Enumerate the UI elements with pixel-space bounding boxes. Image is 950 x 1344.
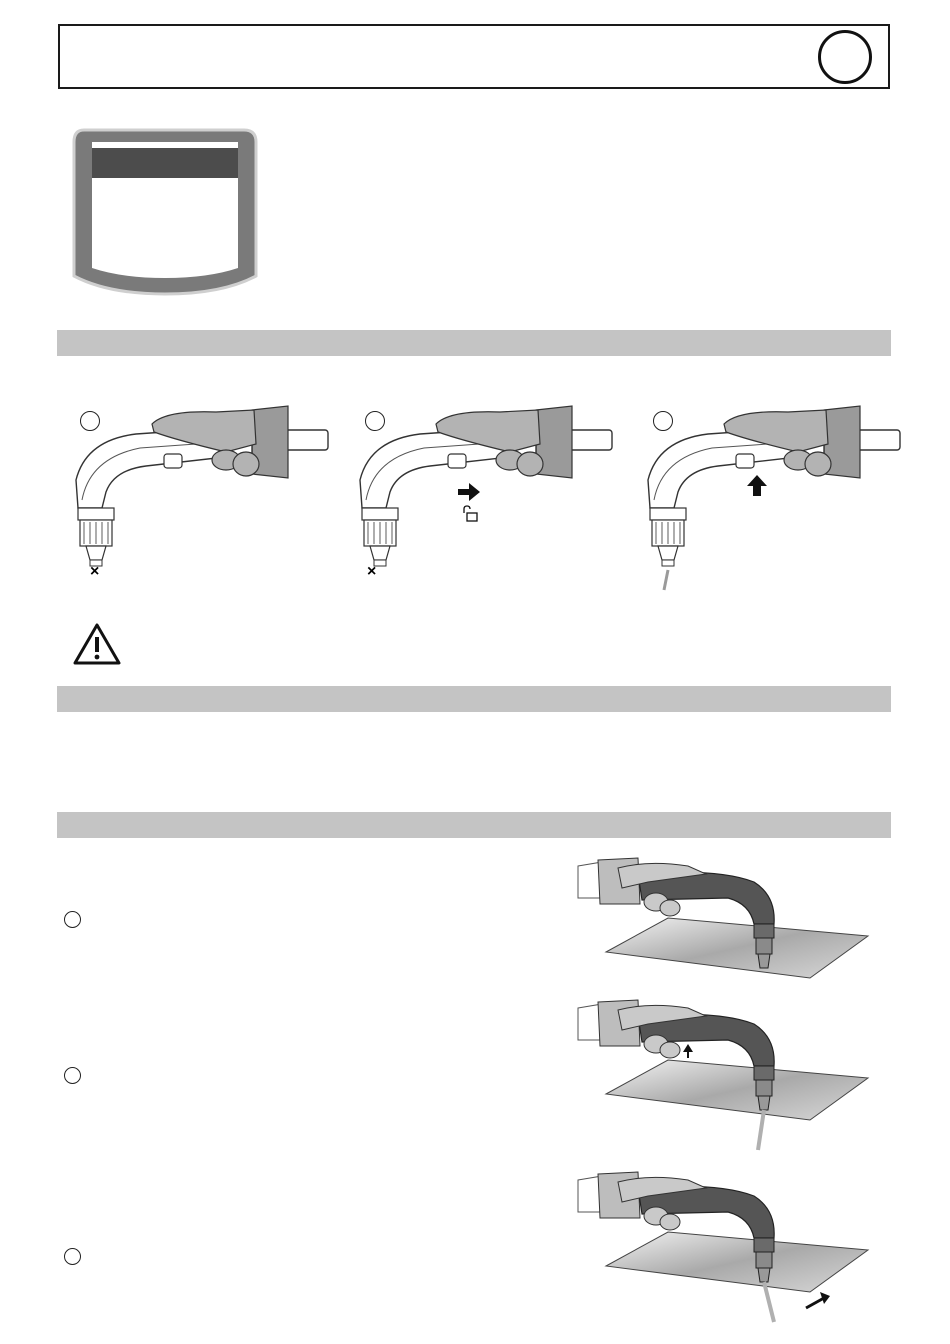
section-header-2 — [57, 686, 891, 712]
language-badge — [818, 30, 872, 84]
arrow-right-icon — [456, 481, 482, 503]
section-header-3 — [57, 812, 891, 838]
no-arc-mark: × — [367, 563, 377, 580]
control-panel-display-icon — [72, 128, 258, 300]
cutting-step-3-illustration — [578, 1172, 878, 1337]
step-number-circle — [64, 1067, 81, 1084]
cutting-step-2-illustration — [578, 1000, 878, 1160]
title-box — [58, 24, 890, 89]
cutting-step-1-illustration — [578, 858, 878, 988]
torch-step-3-illustration — [628, 404, 908, 594]
arrow-up-icon — [745, 474, 769, 498]
step-number-circle — [64, 1248, 81, 1265]
section-header-1 — [57, 330, 891, 356]
warning-triangle-icon — [72, 622, 122, 666]
unlock-icon — [461, 505, 479, 523]
step-number-circle — [64, 911, 81, 928]
no-arc-mark: × — [90, 563, 100, 580]
